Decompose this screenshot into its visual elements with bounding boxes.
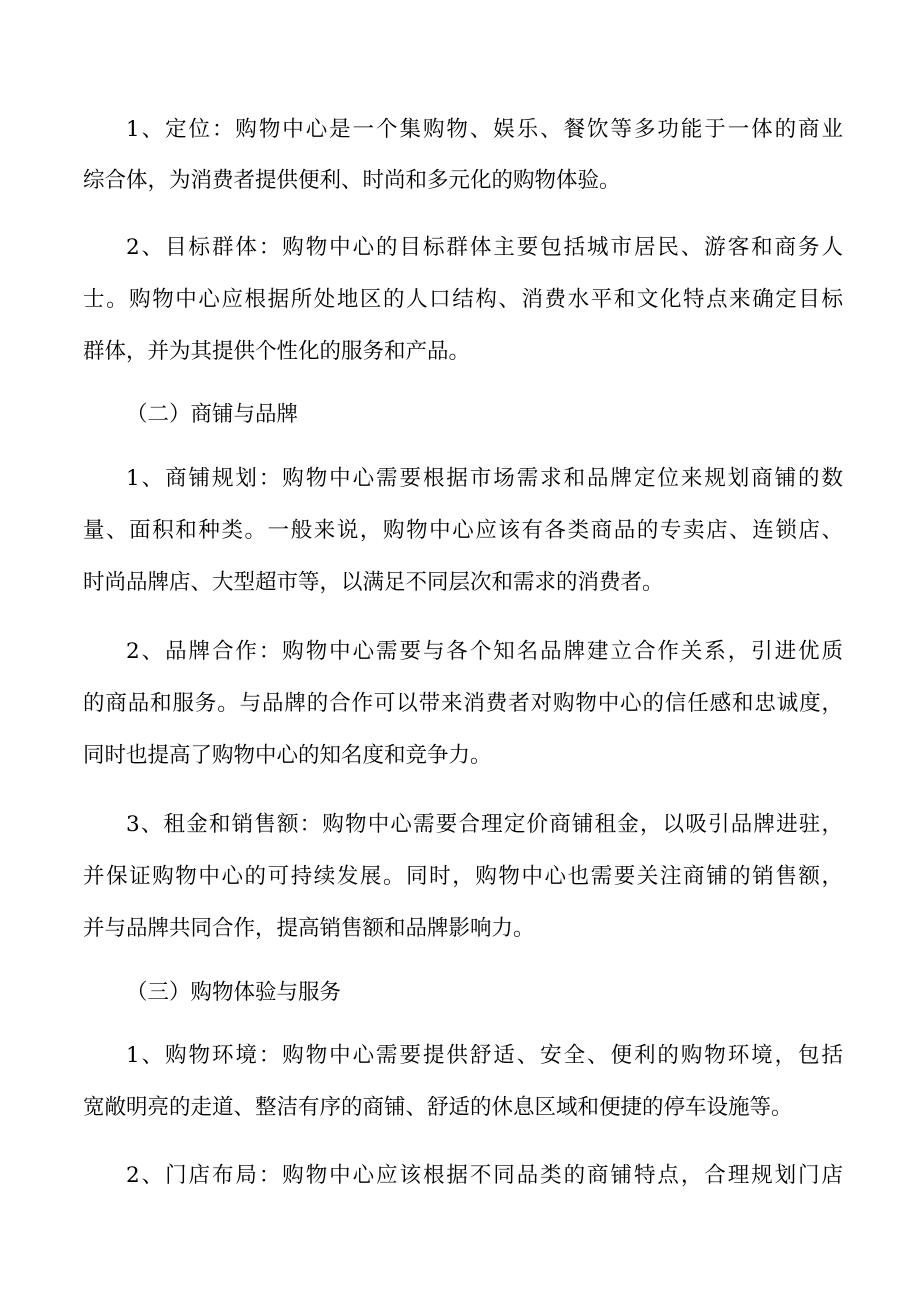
para-target-group-line-2: 士。购物中心应根据所处地区的人口结构、消费水平和文化特点来确定目标 [83, 287, 843, 312]
para-positioning-line-1: 1、定位：购物中心是一个集购物、娱乐、餐饮等多功能于一体的商业 [126, 117, 843, 142]
para-brand-cooperation-line-1: 2、品牌合作：购物中心需要与各个知名品牌建立合作关系，引进优质 [126, 639, 843, 664]
para-target-group-line-3: 群体，并为其提供个性化的服务和产品。 [83, 339, 471, 364]
para-positioning-line-2: 综合体，为消费者提供便利、时尚和多元化的购物体验。 [83, 168, 621, 193]
para-shop-planning-line-1: 1、商铺规划：购物中心需要根据市场需求和品牌定位来规划商铺的数 [126, 466, 843, 491]
para-store-layout-line-1: 2、门店布局：购物中心应该根据不同品类的商铺特点，合理规划门店 [126, 1163, 843, 1188]
para-shopping-environment-line-1: 1、购物环境：购物中心需要提供舒适、安全、便利的购物环境，包括 [126, 1043, 843, 1068]
section-heading-shops-brands: （二）商铺与品牌 [126, 402, 299, 427]
para-shopping-environment-line-2: 宽敞明亮的走道、整洁有序的商铺、舒适的休息区域和便捷的停车设施等。 [83, 1095, 793, 1120]
para-brand-cooperation-line-2: 的商品和服务。与品牌的合作可以带来消费者对购物中心的信任感和忠诚度， [83, 691, 843, 716]
para-brand-cooperation-line-3: 同时也提高了购物中心的知名度和竞争力。 [83, 743, 492, 768]
para-shop-planning-line-2: 量、面积和种类。一般来说，购物中心应该有各类商品的专卖店、连锁店、 [83, 518, 843, 543]
para-rent-sales-line-1: 3、租金和销售额：购物中心需要合理定价商铺租金，以吸引品牌进驻， [126, 812, 843, 837]
para-rent-sales-line-2: 并保证购物中心的可持续发展。同时，购物中心也需要关注商铺的销售额， [83, 864, 843, 889]
para-shop-planning-line-3: 时尚品牌店、大型超市等，以满足不同层次和需求的消费者。 [83, 570, 664, 595]
para-rent-sales-line-3: 并与品牌共同合作，提高销售额和品牌影响力。 [83, 916, 535, 941]
para-target-group-line-1: 2、目标群体：购物中心的目标群体主要包括城市居民、游客和商务人 [126, 235, 843, 260]
section-heading-experience-service: （三）购物体验与服务 [126, 980, 342, 1005]
